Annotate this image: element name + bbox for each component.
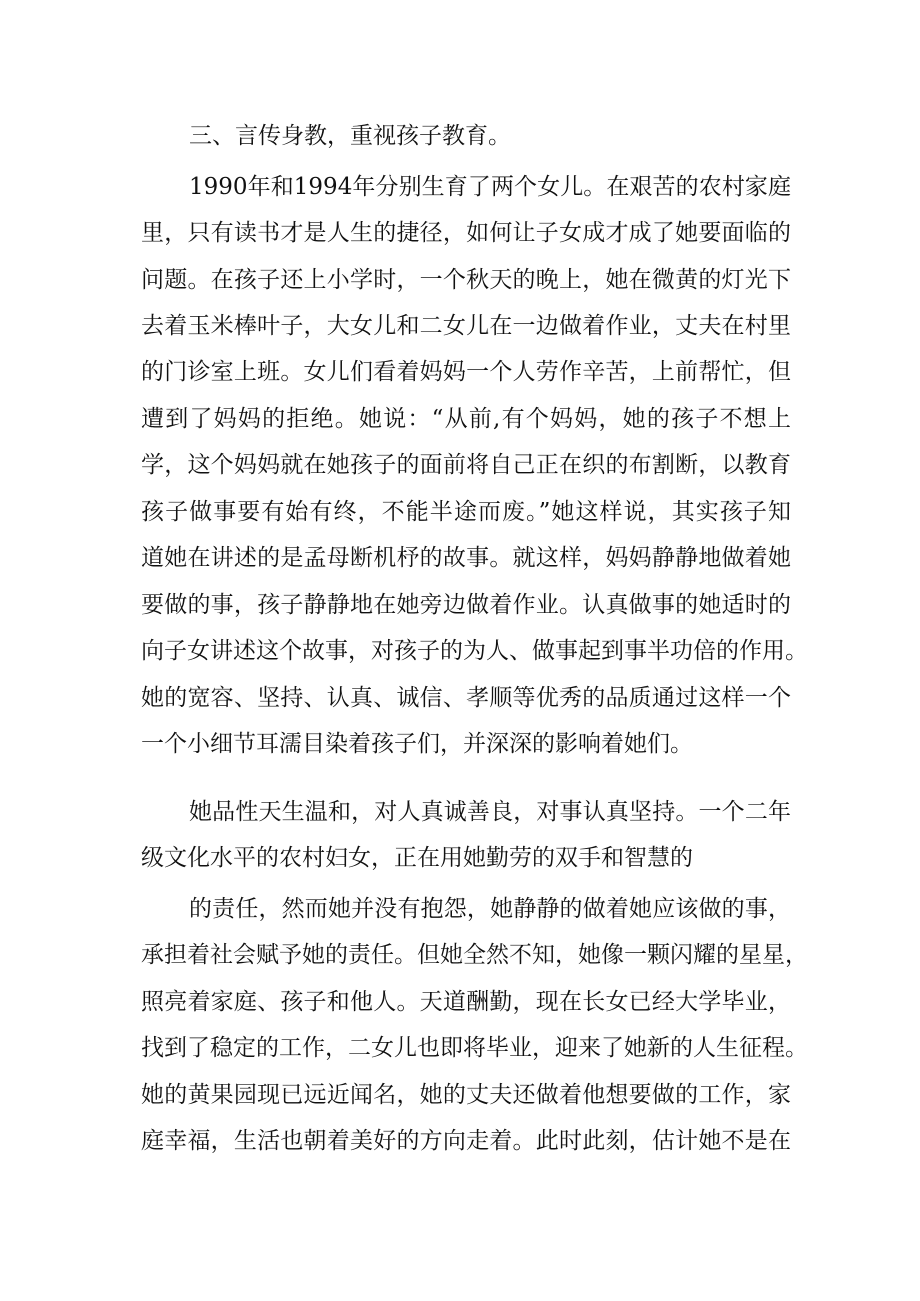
paragraph-line: 的门诊室上班。女儿们看着妈妈一个人劳作辛苦，上前帮忙，但 xyxy=(141,359,791,385)
paragraph-line: 遭到了妈妈的拒绝。她说：“从前,有个妈妈，她的孩子不想上 xyxy=(141,406,791,432)
paragraph-line: 去着玉米棒叶子，大女儿和二女儿在一边做着作业，丈夫在村里 xyxy=(141,313,791,339)
paragraph-line: 承担着社会赋予她的责任。但她全然不知，她像一颗闪耀的星星， xyxy=(141,942,808,968)
paragraph-line: 的责任，然而她并没有抱怨，她静静的做着她应该做的事， xyxy=(189,896,791,922)
paragraph-line: 她的黄果园现已远近闻名，她的丈夫还做着他想要做的工作，家 xyxy=(141,1082,791,1108)
paragraph-line: 要做的事，孩子静静地在她旁边做着作业。认真做事的她适时的 xyxy=(141,592,791,618)
paragraph-line: 她品性天生温和，对人真诚善良，对事认真坚持。一个二年 xyxy=(189,799,791,825)
paragraph-line: 学，这个妈妈就在她孩子的面前将自己正在织的布割断，以教育 xyxy=(141,452,791,478)
paragraph-line: 找到了稳定的工作，二女儿也即将毕业，迎来了她新的人生征程。 xyxy=(141,1035,808,1061)
paragraph-line: 道她在讲述的是孟母断机杼的故事。就这样，妈妈静静地做着她 xyxy=(141,545,791,571)
paragraph-line: 一个小细节耳濡目染着孩子们，并深深的影响着她们。 xyxy=(141,731,693,757)
paragraph-line: 问题。在孩子还上小学时，一个秋天的晚上，她在微黄的灯光下 xyxy=(141,267,791,293)
paragraph-line: 照亮着家庭、孩子和他人。天道酬勤，现在长女已经大学毕业， xyxy=(141,989,791,1015)
paragraph-line: 级文化水平的农村妇女，正在用她勤劳的双手和智慧的 xyxy=(141,845,693,871)
paragraph-line: 庭幸福，生活也朝着美好的方向走着。此时此刻，估计她不是在 xyxy=(141,1128,791,1154)
paragraph-line: 1990年和1994年分别生育了两个女儿。在艰苦的农村家庭 xyxy=(189,174,791,200)
paragraph-line: 里，只有读书才是人生的捷径，如何让子女成才成了她要面临的 xyxy=(141,220,791,246)
paragraph-line: 向子女讲述这个故事，对孩子的为人、做事起到事半功倍的作用。 xyxy=(141,638,808,664)
paragraph-line: 她的宽容、坚持、认真、诚信、孝顺等优秀的品质通过这样一个 xyxy=(141,685,791,711)
paragraph-line: 孩子做事要有始有终，不能半途而废。”她这样说，其实孩子知 xyxy=(141,499,791,525)
section-heading: 三、言传身教，重视孩子教育。 xyxy=(189,123,511,149)
